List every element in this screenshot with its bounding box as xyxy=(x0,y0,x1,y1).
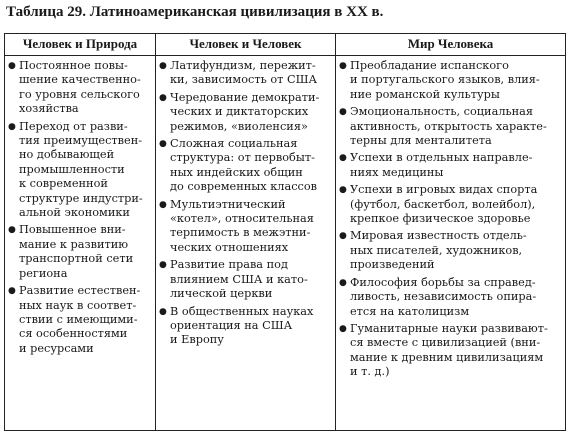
bullet-icon: ● xyxy=(339,153,347,164)
bullet-icon: ● xyxy=(339,277,347,288)
list-item xyxy=(8,223,153,281)
list-item xyxy=(8,59,153,117)
list-item-text: Развитие права под влиянием США и като- лической церкви xyxy=(170,258,308,301)
bullet-icon: ● xyxy=(339,323,347,334)
list-item-text: Мировая известность отдель- ных писателей, художников, произведений xyxy=(350,229,527,272)
list-item-text: Философия борьбы за справед- ливость, независимость опира- ется на католицизм xyxy=(350,275,537,318)
list-item xyxy=(339,151,563,180)
bullet-icon: ● xyxy=(339,185,347,196)
column-cell-nature xyxy=(5,56,156,431)
list-item-text: Преобладание испанского и португальского языков, влия- ние романской культуры xyxy=(350,59,540,101)
list-item-text: Латифундизм, пережит- ки, зависимость от США xyxy=(170,59,318,87)
bullet-icon: ● xyxy=(8,225,16,236)
list-item xyxy=(8,284,153,356)
list-item xyxy=(339,229,563,272)
bullet-icon: ● xyxy=(159,92,167,103)
human-world-list xyxy=(339,59,563,380)
header-row xyxy=(5,34,566,56)
bullet-icon: ● xyxy=(159,139,167,150)
table-title: Таблица 29. Латиноамериканская цивилизация в XX в. xyxy=(6,4,384,20)
list-item-text: Эмоциональность, социальная активность, открытость характе- терны для менталитета xyxy=(350,105,547,148)
column-cell-human-world xyxy=(336,56,566,431)
list-item xyxy=(159,198,333,256)
column-header-people: Человек и Человек xyxy=(156,34,336,56)
list-item-text: Сложная социальная структура: от первобыт- ных индейских общин до современных классов xyxy=(170,137,318,194)
people-list xyxy=(159,59,333,348)
list-item xyxy=(159,258,333,301)
list-item-text: Чередование демократи- ческих и диктаторских режимов, «виоленсия» xyxy=(170,90,320,133)
list-item-text: Мультиэтнический «котел», относительная терпимость в межэтни- ческих отношениях xyxy=(170,197,314,254)
list-item xyxy=(339,59,563,102)
list-item xyxy=(159,137,333,195)
bullet-icon: ● xyxy=(159,61,167,71)
list-item xyxy=(159,305,333,348)
civilization-table xyxy=(4,33,566,431)
list-item-text: Повышенное вни- мание к развитию транспортной сети региона xyxy=(19,223,134,280)
list-item-text: В общественных науках ориентация на США и Европу xyxy=(170,304,314,347)
bullet-icon: ● xyxy=(159,306,167,317)
list-item xyxy=(8,120,153,221)
bullet-icon: ● xyxy=(339,61,347,71)
column-cell-people xyxy=(156,56,336,431)
list-item xyxy=(159,59,333,88)
bullet-icon: ● xyxy=(8,121,16,132)
bullet-icon: ● xyxy=(339,107,347,118)
column-header-nature: Человек и Природа xyxy=(5,34,156,56)
list-item-text: Переход от разви- тия преимуществен- но добывающей промышленности к современной структуре индустри- альной экономики xyxy=(19,119,143,220)
list-item-text: Успехи в игровых видах спорта (футбол, баскетбол, волейбол), крепкое физическое здоровье xyxy=(350,183,538,226)
list-item xyxy=(339,105,563,148)
column-header-human-world: Мир Человека xyxy=(336,34,566,56)
list-item-text: Гуманитарные науки развивают- ся вместе с цивилизацией (вни- мание к древним цивилизациям и т. д.) xyxy=(350,321,548,379)
list-item-text: Постоянное повы- шение качественно- го уровня сельского хозяйства xyxy=(19,59,141,116)
bullet-icon: ● xyxy=(8,61,16,71)
bullet-icon: ● xyxy=(159,199,167,210)
list-item-text: Успехи в отдельных направле- ниях медицины xyxy=(350,151,533,179)
content-row xyxy=(5,56,566,431)
list-item xyxy=(339,276,563,319)
bullet-icon: ● xyxy=(339,231,347,242)
list-item xyxy=(339,183,563,226)
list-item xyxy=(339,322,563,380)
nature-list xyxy=(8,59,153,356)
list-item-text: Развитие естествен- ных наук в соответ- ствии с имеющими- ся особенностями и ресурсами xyxy=(19,284,141,355)
bullet-icon: ● xyxy=(159,260,167,271)
bullet-icon: ● xyxy=(8,286,16,297)
list-item xyxy=(159,91,333,134)
